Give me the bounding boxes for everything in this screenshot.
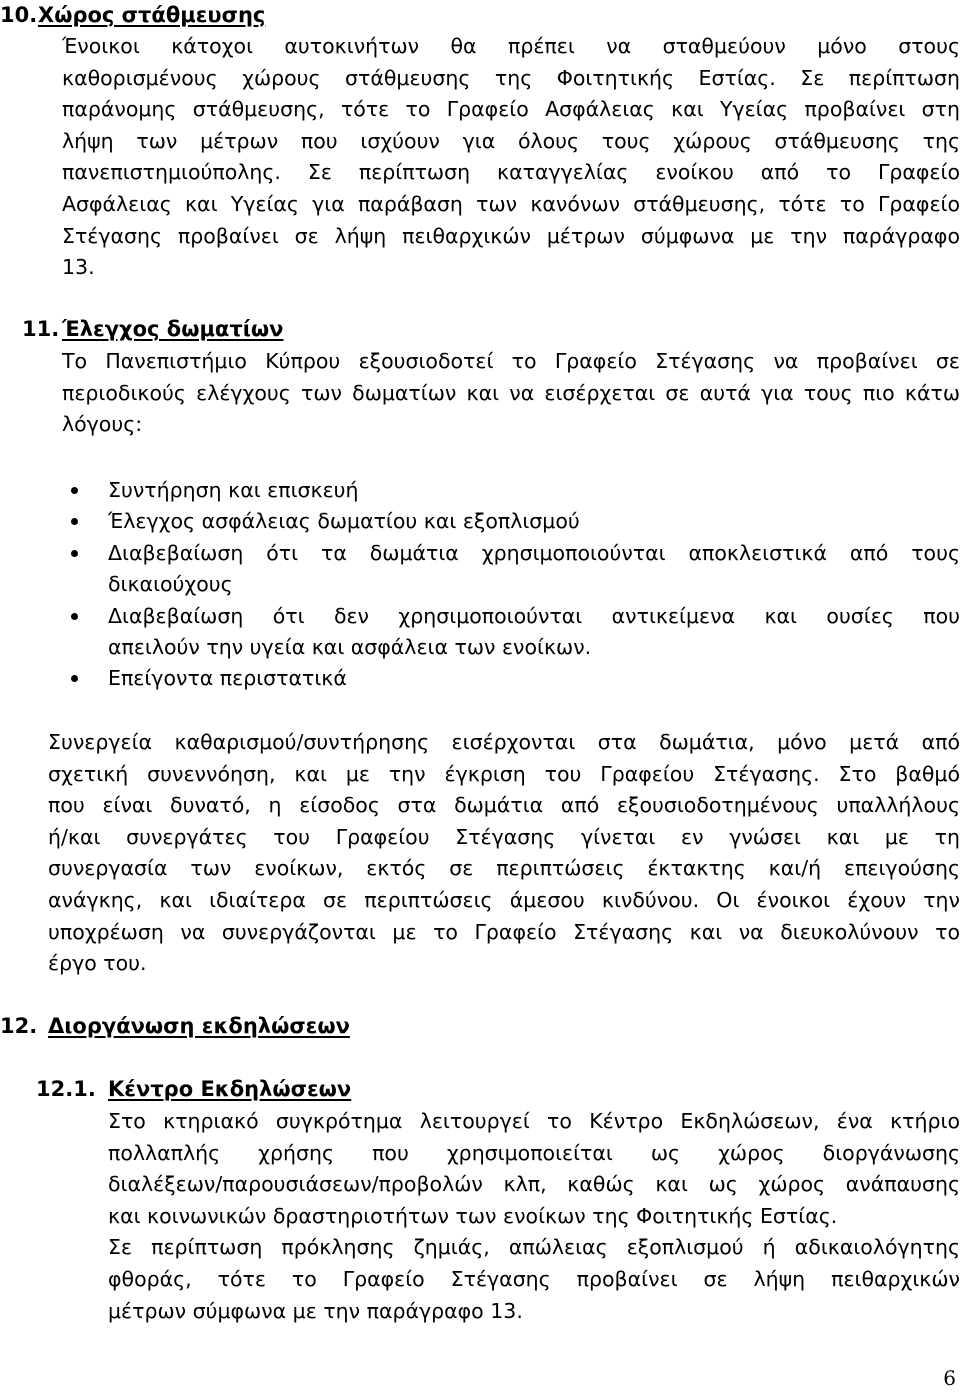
text-line: Διαβεβαίωση ότι τα δωμάτια χρησιμοποιούνται αποκλειστικά από τους: [108, 540, 960, 565]
text-line: καθορισμένους χώρους στάθμευσης της Φοιτητικής Εστίας. Σε περίπτωση: [62, 65, 960, 90]
section-12-1-body: [108, 1106, 960, 1327]
text-line: λόγους:: [62, 412, 143, 437]
text-line: Σε περίπτωση πρόκλησης ζημιάς, απώλειας εξοπλισμού ή αδικαιολόγητης: [108, 1235, 960, 1260]
page-number: 6: [943, 1366, 956, 1390]
bullet-icon: [71, 613, 78, 620]
text-line: Στο κτηριακό συγκρότημα λειτουργεί το Κέντρο Εκδηλώσεων, ένα κτήριο: [108, 1109, 960, 1133]
text-line: Επείγοντα περιστατικά: [108, 666, 347, 691]
section-11-closing: [48, 727, 960, 980]
list-item: [62, 601, 960, 664]
text-line: σχετική συνεννόηση, και με την έγκριση του Γραφείου Στέγασης. Στο βαθμό: [48, 761, 960, 786]
text-line: απειλούν την υγεία και ασφάλεια των ενοίκων.: [108, 635, 592, 660]
inspection-reasons-list: [62, 475, 960, 695]
section-title: Έλεγχος δωματίων: [62, 317, 284, 341]
text-line: δικαιούχους: [108, 572, 233, 597]
text-line: ή/και συνεργάτες του Γραφείου Στέγασης γίνεται εν γνώσει και με τη: [48, 824, 960, 849]
text-line: Διαβεβαίωση ότι δεν χρησιμοποιούνται αντικείμενα και ουσίες που: [108, 603, 960, 628]
section-title: Κέντρο Εκδηλώσεων: [108, 1077, 352, 1101]
text-line: παράνομης στάθμευσης, τότε το Γραφείο Ασφάλειας και Υγείας προβαίνει στη: [62, 97, 960, 122]
text-line: 13.: [62, 255, 95, 280]
bullet-icon: [71, 518, 78, 525]
text-line: Συνεργεία καθαρισμού/συντήρησης εισέρχονται στα δωμάτια, μόνο μετά από: [48, 730, 960, 754]
text-line: πανεπιστημιούπολης. Σε περίπτωση καταγγελίας ενοίκου από το Γραφείο: [62, 160, 960, 185]
section-12-1-heading: [36, 1074, 351, 1104]
text-line: Ένοικοι κάτοχοι αυτοκινήτων θα πρέπει να σταθμεύουν μόνο στους: [62, 34, 960, 58]
text-line: που είναι δυνατό, η είσοδος στα δωμάτια από εξουσιοδοτημένους υπαλλήλους: [48, 793, 960, 818]
section-10-heading: [0, 0, 265, 30]
text-line: Το Πανεπιστήμιο Κύπρου εξουσιοδοτεί το Γραφείο Στέγασης να προβαίνει σε: [62, 349, 960, 373]
text-line: έργο του.: [48, 951, 147, 976]
section-title: Διοργάνωση εκδηλώσεων: [48, 1014, 350, 1038]
section-11-heading: [22, 314, 283, 344]
list-item: [62, 506, 960, 537]
text-line: Στέγασης προβαίνει σε λήψη πειθαρχικών μέτρων σύμφωνα με την παράγραφο: [62, 223, 960, 248]
text-line: ανάγκης, και ιδιαίτερα σε περιπτώσεις άμεσου κινδύνου. Οι ένοικοι έχουν την: [48, 887, 960, 912]
text-line: πολλαπλής χρήσης που χρησιμοποιείται ως χώρος διοργάνωσης: [108, 1140, 960, 1165]
list-item: [62, 663, 960, 694]
section-12-heading: [0, 1011, 350, 1041]
text-line: μέτρων σύμφωνα με την παράγραφο 13.: [108, 1298, 523, 1323]
list-item: [62, 538, 960, 601]
list-item: [62, 475, 960, 506]
section-10-body: [62, 31, 960, 284]
bullet-icon: [71, 550, 78, 557]
text-line: και κοινωνικών δραστηριοτήτων των ενοίκων της Φοιτητικής Εστίας.: [108, 1203, 838, 1228]
bullet-icon: [71, 487, 78, 494]
text-line: Συντήρηση και επισκευή: [108, 478, 359, 502]
text-line: Ασφάλειας και Υγείας για παράβαση των κανόνων στάθμευσης, τότε το Γραφείο: [62, 191, 960, 216]
section-number: 12.: [0, 1014, 38, 1038]
section-11-intro: [62, 346, 960, 441]
section-title: Χώρος στάθμευσης: [38, 3, 266, 27]
text-line: λήψη των μέτρων που ισχύουν για όλους τους χώρους στάθμευσης της: [62, 128, 960, 153]
text-line: συνεργασία των ενοίκων, εκτός σε περιπτώσεις έκτακτης και/ή επειγούσης: [48, 856, 960, 881]
section-number: 12.1.: [36, 1077, 96, 1101]
bullet-icon: [71, 675, 78, 682]
text-line: περιοδικούς ελέγχους των δωματίων και να εισέρχεται σε αυτά για τους πιο κάτω: [62, 380, 960, 405]
section-number: 10.: [0, 3, 38, 27]
text-line: διαλέξεων/παρουσιάσεων/προβολών κλπ, καθώς και ως χώρος ανάπαυσης: [108, 1172, 960, 1197]
text-line: Έλεγχος ασφάλειας δωματίου και εξοπλισμού: [108, 509, 580, 534]
text-line: φθοράς, τότε το Γραφείο Στέγασης προβαίνει σε λήψη πειθαρχικών: [108, 1266, 960, 1291]
text-line: υποχρέωση να συνεργάζονται με το Γραφείο Στέγασης και να διευκολύνουν το: [48, 919, 960, 944]
section-number: 11.: [22, 317, 60, 341]
